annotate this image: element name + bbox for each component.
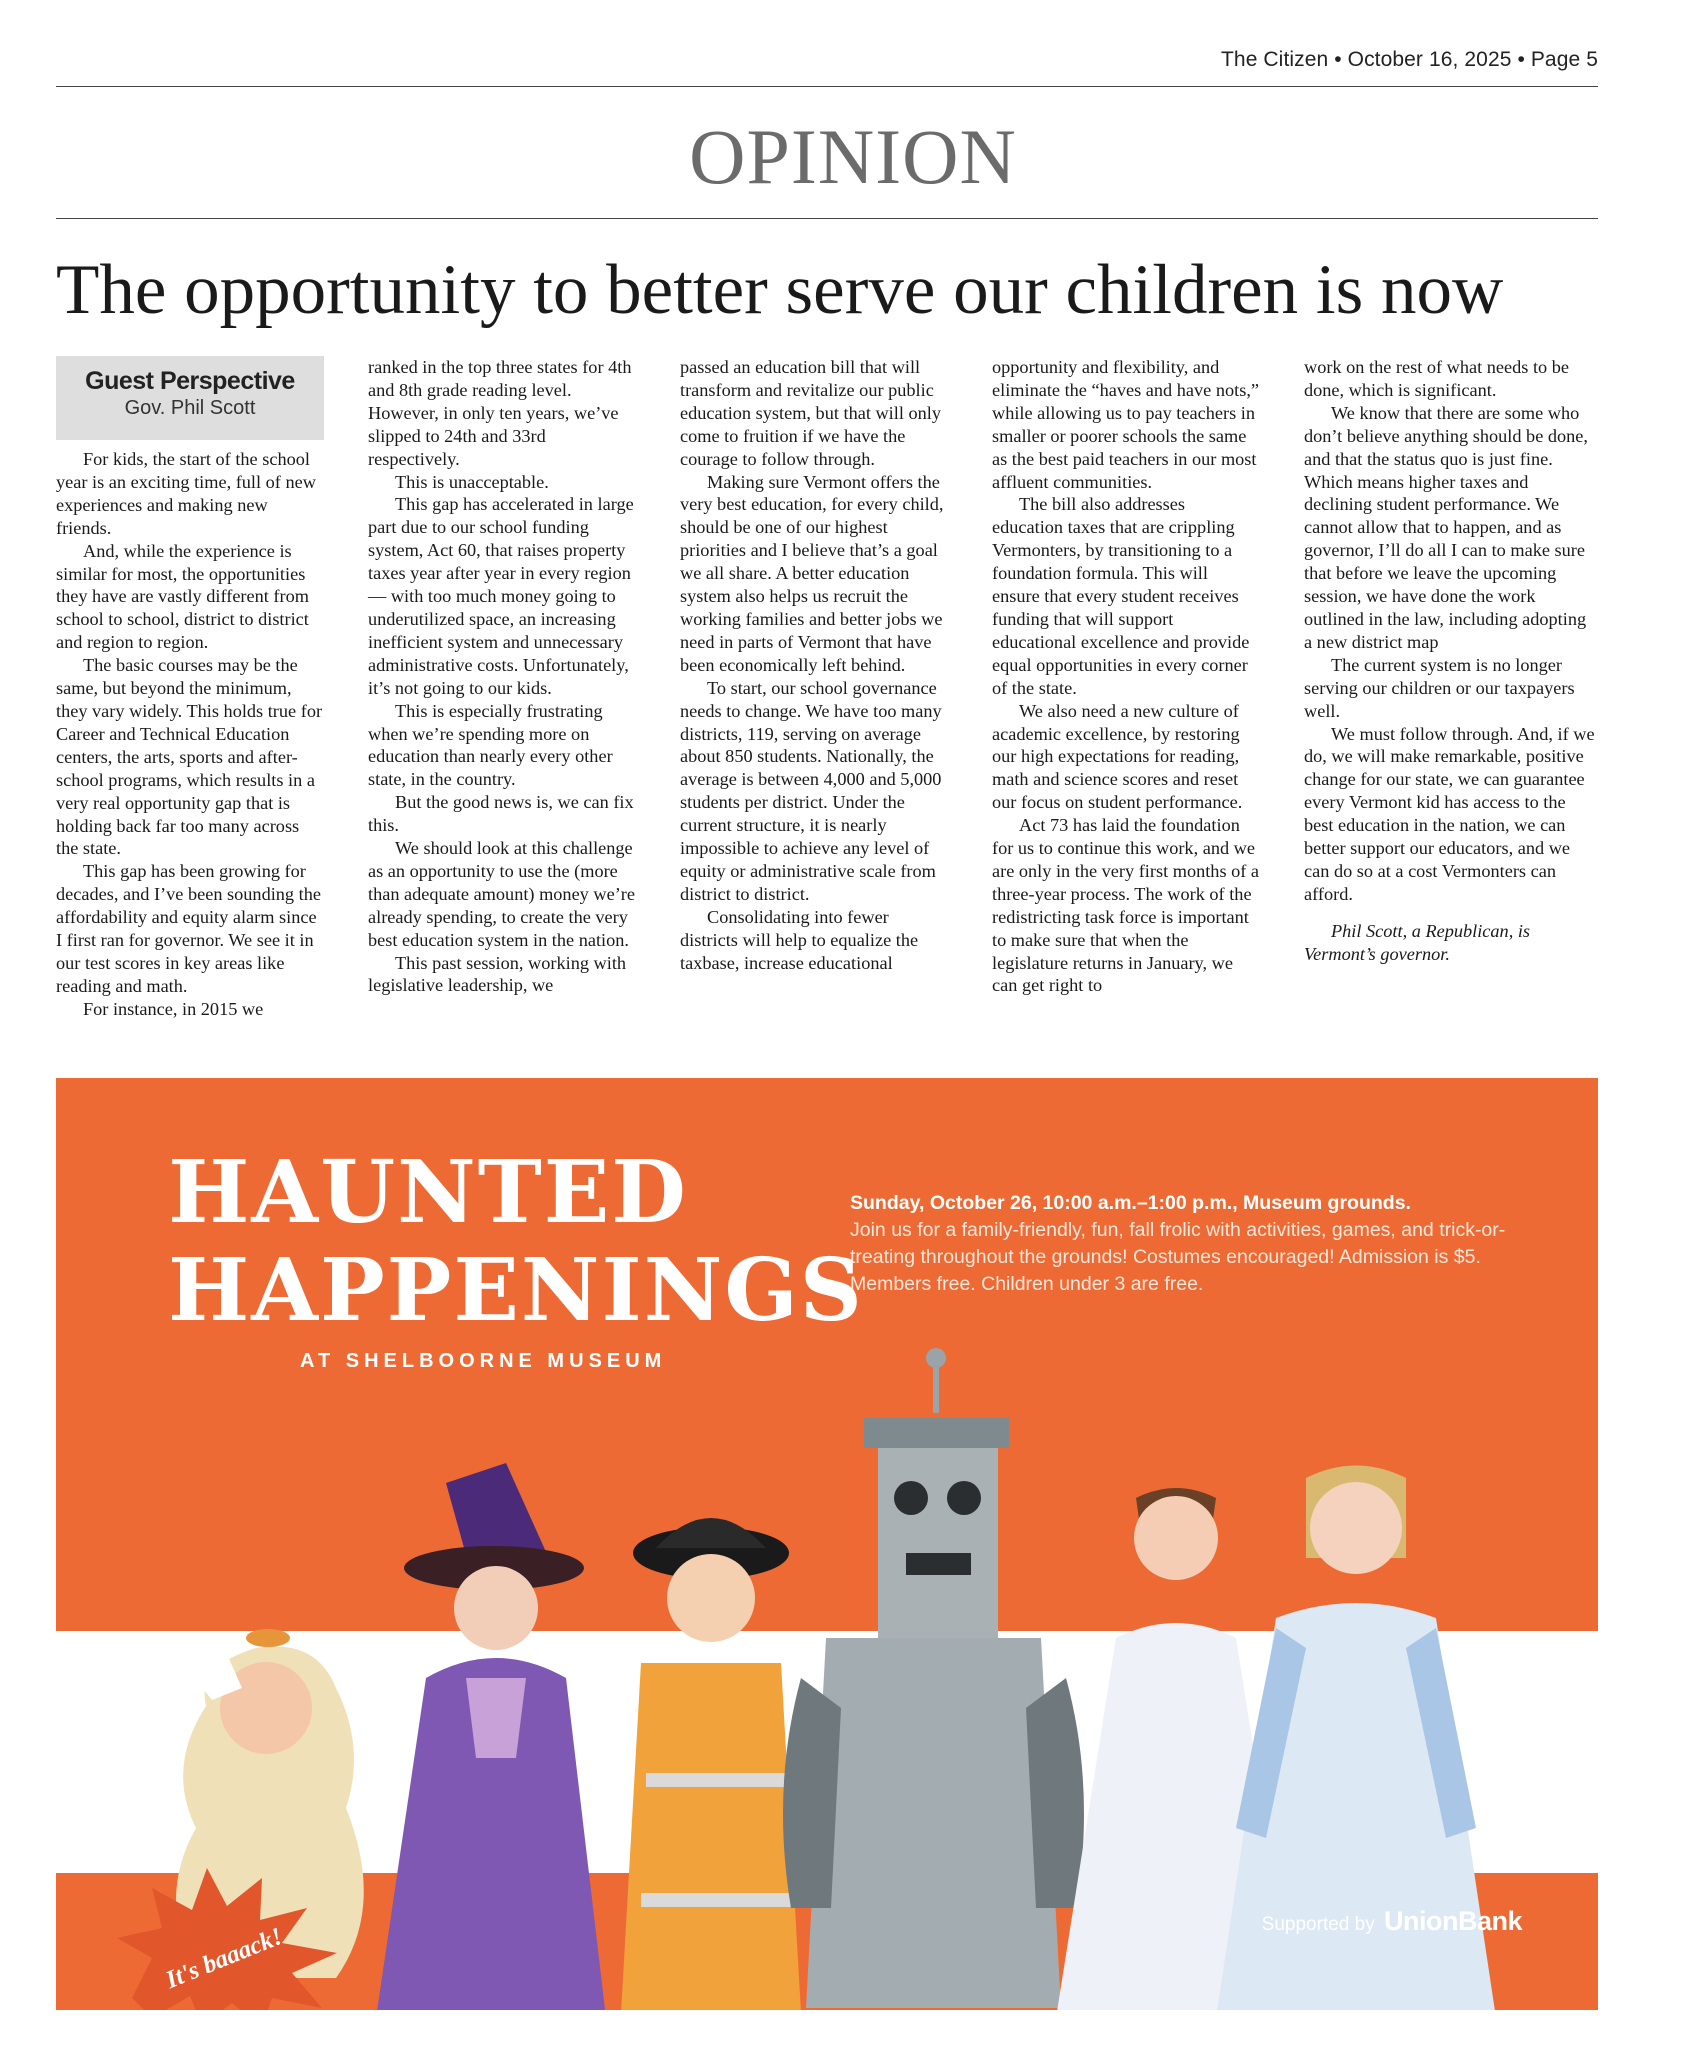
article-paragraph: To start, our school governance needs to change. We have too many districts, 119, serving on average about 850 students. Nationally, the average is between 4,000 and 5,000 students per district. Under the current structure, it is nearly impossible to achieve any level of equity or administrative scale from district to district.	[680, 677, 942, 904]
witch-costume-child	[376, 1463, 606, 2010]
article-column-1	[56, 356, 324, 1021]
guest-perspective-box	[56, 356, 324, 440]
column-label: Guest Perspective	[85, 367, 295, 395]
section-title: OPINION	[689, 113, 1017, 200]
event-description: Join us for a family-friendly, fun, fall frolic with activities, games, and trick-or-treating throughout the grounds! Costumes encouraged! Admission is $5. Members free. Children under 3 are free.	[850, 1219, 1506, 1295]
article-column-3	[680, 356, 948, 974]
top-rule	[56, 86, 1598, 87]
ad-title-line-2: HAPPENINGS	[168, 1240, 864, 1341]
article-paragraph: work on the rest of what needs to be done, which is significant.	[1304, 357, 1570, 400]
article-column-2	[368, 356, 636, 997]
article-paragraph: The basic courses may be the same, but beyond the minimum, they vary widely. This holds true for Career and Technical Education centers, the arts, sports and after-school programs, which results in a very real opportunity gap that is holding back far too many across the state.	[56, 655, 323, 859]
event-when: Sunday, October 26, 10:00 a.m.–1:00 p.m., Museum grounds.	[850, 1192, 1411, 1214]
article-paragraph: ranked in the top three states for 4th and 8th grade reading level. However, in only ten years, we’ve slipped to 24th and 33rd respectively.	[368, 357, 632, 469]
column-body	[56, 448, 324, 1021]
article-paragraph: passed an education bill that will transform and revitalize our public education system, but that will only come to fruition if we have the courage to follow through.	[680, 357, 941, 469]
sponsor-credit	[1262, 1906, 1522, 1937]
article-column-5	[1304, 356, 1598, 966]
supported-by-label: Supported by	[1261, 1914, 1375, 1935]
page-folio: The Citizen • October 16, 2025 • Page 5	[1221, 48, 1598, 71]
article-paragraph: This is unacceptable.	[395, 471, 549, 492]
article-paragraph: We also need a new culture of academic excellence, by restoring our high expectations for reading, math and science scores and reset our focus on student performance.	[992, 700, 1243, 813]
byline: Gov. Phil Scott	[124, 396, 256, 419]
article-paragraph: Making sure Vermont offers the very best education, for every child, should be one of our highest priorities and I believe that’s a goal we all share. A better education system also helps us recruit the working families and better jobs we need in parts of Vermont that have been economically left behind.	[680, 471, 944, 675]
article-paragraph: For kids, the start of the school year is an exciting time, full of new experiences and making new friends.	[56, 449, 316, 538]
article-paragraph: But the good news is, we can fix this.	[368, 792, 634, 836]
author-signoff: Phil Scott, a Republican, is Vermont’s governor.	[1304, 920, 1531, 964]
event-details	[850, 1190, 1530, 1298]
article-paragraph: This gap has been growing for decades, and I’ve been sounding the affordability and equity alarm since I first ran for governor. We see it in our test scores in key areas like reading and math.	[56, 861, 321, 996]
article-paragraph: The current system is no longer serving our children or our taxpayers well.	[1304, 654, 1575, 721]
firefighter-costume-child	[621, 1518, 801, 2010]
article-paragraph: Act 73 has laid the foundation for us to continue this work, and we are only in the very first months of a three-year process. The work of the redistricting task force is important to make sure that when the legislature returns in January, we can get right to	[992, 815, 1260, 996]
starburst-badge	[112, 1848, 352, 2010]
starburst-text: It's baaack!	[162, 1922, 287, 1995]
article-paragraph: This past session, working with legislative leadership, we	[368, 952, 627, 996]
article-paragraph: We must follow through. And, if we do, we will make remarkable, positive change for our state, we can guarantee every Vermont kid has access to the best education in the nation, we can better support our educators, and we can do so at a cost Vermonters can afford.	[1304, 723, 1595, 904]
article-paragraph: We should look at this challenge as an opportunity to use the (more than adequate amount) money we’re already spending, to create the very best education system in the nation.	[368, 838, 635, 950]
article-paragraph: The bill also addresses education taxes that are crippling Vermonters, by transitioning to a foundation formula. This will ensure that every student receives funding that will support educational excellence and provide equal opportunities in every corner of the state.	[992, 494, 1250, 698]
article-paragraph: This gap has accelerated in large part due to our school funding system, Act 60, that raises property taxes year after year in every region — with too much money going to underutilized space, an increasing inefficient system and unnecessary administrative costs. Unfortunately, it’s not going to our kids.	[368, 494, 634, 698]
ad-subtitle: AT SHELBOORNE MUSEUM	[300, 1350, 667, 1372]
haunted-happenings-ad[interactable]	[56, 1078, 1598, 2010]
robot-costume-child	[783, 1348, 1084, 2008]
article-paragraph: Consolidating into fewer districts will help to equalize the taxbase, increase educational	[680, 906, 919, 973]
ad-title-line-1: HAUNTED	[168, 1142, 688, 1243]
ad-title	[168, 1142, 864, 1341]
article-paragraph: opportunity and flexibility, and eliminate the “haves and have nots,” while allowing us to pay teachers in smaller or poorer schools the same as the best paid teachers in our most affluent communities.	[992, 357, 1260, 492]
article-column-4	[992, 356, 1260, 997]
column-body	[1304, 356, 1598, 906]
column-body	[680, 356, 948, 974]
section-rule	[56, 218, 1598, 219]
column-body	[992, 356, 1260, 997]
column-body	[368, 356, 636, 997]
article-headline: The opportunity to better serve our children is now	[56, 251, 1504, 329]
sponsor-logo: UnionBank	[1383, 1906, 1522, 1936]
article-paragraph: For instance, in 2015 we	[83, 998, 264, 1019]
article-paragraph: We know that there are some who don’t believe anything should be done, and that the status quo is just fine. Which means higher taxes and declining student performance. We cannot allow that to happen, and as governor, I’ll do all I can to make sure that before we leave the upcoming session, we have done the work outlined in the law, including adopting a new district map	[1304, 402, 1588, 652]
article-paragraph: This is especially frustrating when we’re spending more on education than nearly every other state, in the country.	[368, 700, 613, 790]
article-paragraph: And, while the experience is similar for most, the opportunities they have are vastly different from school to school, district to district and region to region.	[56, 540, 309, 653]
